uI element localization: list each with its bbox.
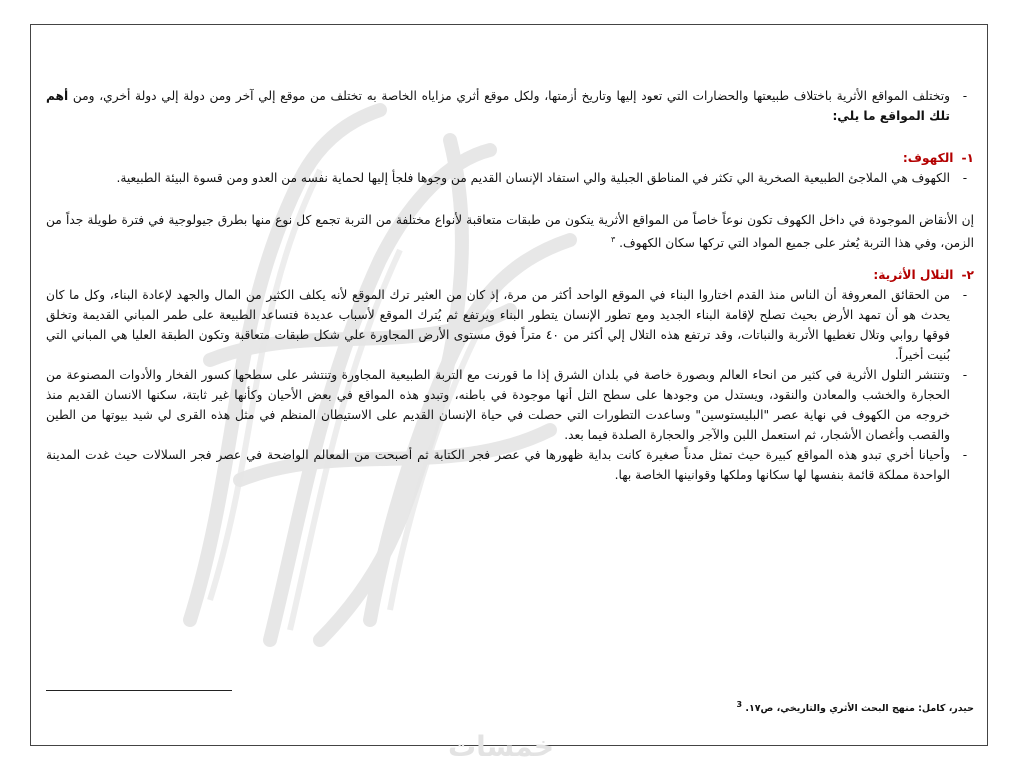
caves-definition: - الكهوف هي الملاجئ الطبيعية الصخرية الي تكثر في المناطق الجبلية والي استفاد الإنسان القديم من وجوها فلجأ إليها لحماية نفسه من العدو ومن قسوة البيئة الطبيعية. — [46, 168, 974, 188]
footnote-separator — [46, 690, 232, 691]
footnote-number: 3 — [736, 700, 743, 709]
spacer — [46, 253, 974, 265]
spacer — [46, 188, 974, 210]
section-heading-caves: ١-الكهوف: — [902, 151, 974, 165]
intro-paragraph — [46, 86, 974, 126]
tells-paragraph-1: - من الحقائق المعروفة أن الناس منذ القدم اختاروا البناء في الموقع الواحد أكثر من مرة، إذ كان من العثير ترك الموقع لأنه يكلف الكثير من المال والجهد لإعادة البناء، وكل ما كان يحدث هو أن تمهد الأرض بحيث تصلح لإقامة البناء الجديد ومع تطور الإنسان يتطور البناء ويرتفع ثم يُترك الموقع لأسباب عديدة فتساعد الطبيعة على طمر المباني القديمة وتخلق فوقها روابي وتلال تغطيها الأتربة والنباتات، وقد ترتفع هذه التلال إلي أكثر من ٤٠ متراً فوق مستوى الأرض المجاورة علي شكل طبقات متعاقبة وتكون الطبقة العليا هي المباني التي بُنيت أخيراً. — [46, 285, 974, 365]
tells-paragraph-2: - وتنتشر التلول الأثرية في كثير من انحاء العالم وبصورة خاصة في بلدان الشرق إذا ما قورنت مع التربة الطبيعية المجاورة وتنتشر على سطحها كسور الفخار والأدوات المصنوعة من الحجارة والخشب والمعادن والنقود، ويستدل من وجودها على سطح التل أنها موجودة في باطنه، وتبدو هذه المواقع في بعض الأحيان وكأنها غير ثابتة، سكنها الانسان القديم منذ خروجه من الكهوف في نهاية عصر "البليستوسين" وساعدت التطورات التي حصلت في حياة الإنسان القديم على الاستيطان المنظم في مثل هذه القرى لي شيد بيوتها من الطين والقصب وأغصان الأشجار، ثم استعمل اللبن والآجر والحجارة الصلدة فيما بعد. — [46, 365, 974, 445]
caves-layers-paragraph: إن الأنقاض الموجودة في داخل الكهوف تكون نوعاً خاصاً من المواقع الأثرية يتكون من طبقات متعاقبة لأنواع مختلفة من التربة تجمع كل نوع منها بطرق جيولوجية في فترة طويلة جداً من الزمن، وفي هذا التربة يُعثر على جميع المواد التي تركها سكان الكهوف. $^٣$ — [46, 213, 974, 251]
tells-paragraph-3: - وأحيانا أخري تبدو هذه المواقع كبيرة حيث تمثل مدناً صغيرة كانت بداية ظهورها في عصر فجر الكتابة ثم أصبحت من المعالم الواضحة في عصر فجر السلالات حيث غدت المدينة الواحدة مملكة قائمة بنفسها لها سكانها وملكها وقوانينها الخاصة بها. — [46, 445, 974, 485]
footnote-reference: ٣ — [610, 235, 616, 244]
bullet-dash: - — [962, 288, 968, 303]
site-watermark: خمسات — [448, 730, 555, 763]
document-body — [46, 86, 974, 485]
bullet-dash: - — [962, 448, 968, 463]
intro-bold-text: أهم تلك المواقع ما يلي: — [46, 89, 950, 123]
section-heading-tells: ٢-التلال الأثرية: — [873, 268, 974, 283]
spacer — [46, 126, 974, 148]
footnote — [46, 700, 974, 714]
bullet-dash: - — [962, 171, 968, 185]
footnote-text: حيدر، كامل: منهج البحث الأثري والتاريخي، ص١٧. — [745, 703, 974, 715]
bullet-dash: - — [962, 89, 968, 103]
intro-text: وتختلف المواقع الأثرية باختلاف طبيعتها والحضارات التي تعود إليها وتاريخ أزمتها، ولكل موقع أثري مزاياه الخاصة به تختلف من موقع إلي آخر ومن دولة إلي دولة أخري، ومن — [68, 89, 950, 103]
bullet-dash: - — [962, 368, 968, 383]
